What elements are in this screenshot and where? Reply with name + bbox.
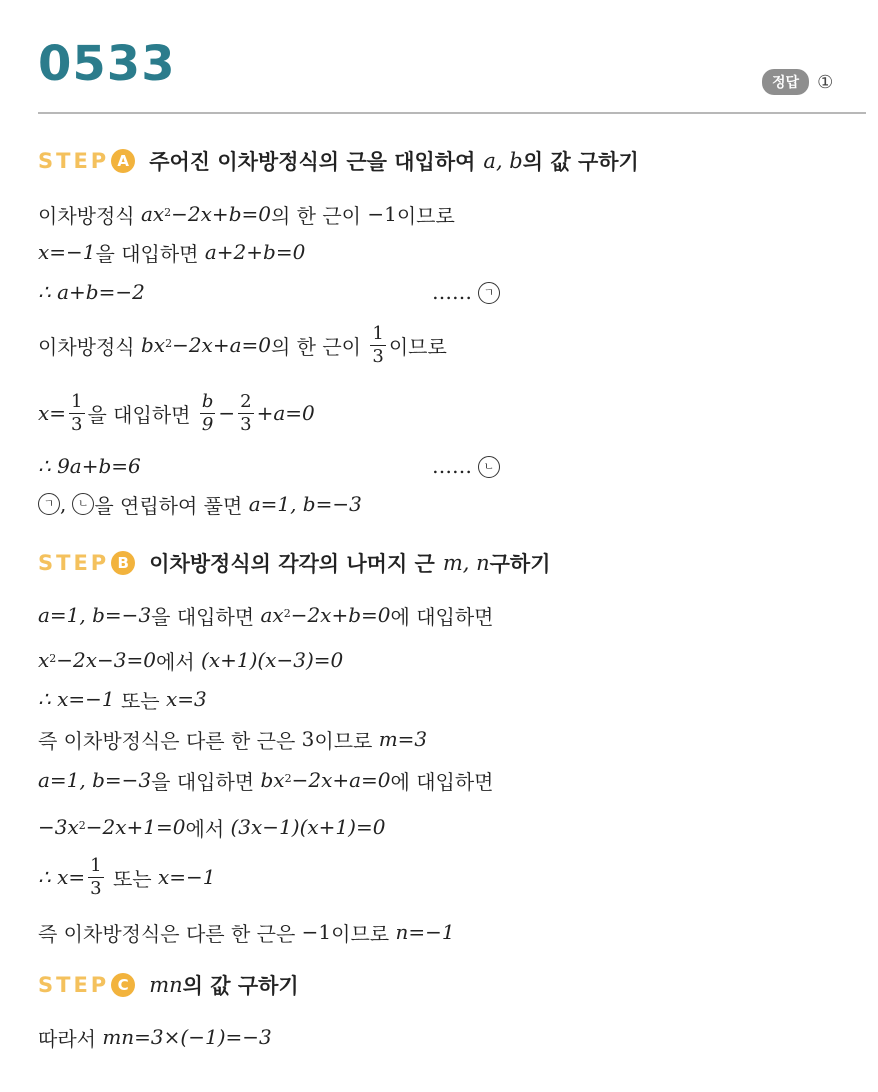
step-title-suffix: 의 값 구하기 (182, 974, 299, 998)
solution-line: x=−1 을 대입하면 a+2+b=0 (38, 240, 306, 266)
fraction: $\frac{2}{3}$ (240, 390, 252, 435)
fraction: $\frac{1}{3}$ (71, 390, 83, 435)
equation-tag: …… ㄴ (432, 454, 500, 479)
step-label: STEP (38, 149, 110, 173)
step-letter-badge: B (111, 551, 135, 575)
step-title: 이차방정식의 각각의 나머지 근 (149, 552, 435, 576)
solution-line: −3x $^2$ −2x+1=0 에서 (3x−1)(x+1)=0 (38, 815, 386, 841)
solution-line: 이차방정식 bx $^2$ −2x+a=0 의 한 근이 $\frac{1}{3}$ 이므로 (38, 322, 447, 367)
circle-label-1: ㄱ (38, 493, 60, 515)
circle-label-2: ㄴ (478, 456, 500, 478)
solution-line: 즉 이차방정식은 다른 한 근은 −1 이므로 n=−1 (38, 920, 455, 946)
step-title-suffix: 의 값 구하기 (522, 150, 639, 174)
step-label: STEP (38, 973, 110, 997)
solution-line: 따라서 mn=3×(−1)=−3 (38, 1025, 272, 1051)
step-title-var: mn (149, 973, 183, 997)
step-title-var: m, n (442, 551, 490, 575)
step-b-header (38, 548, 551, 578)
equation-tag: …… ㄱ (432, 280, 500, 305)
solution-line: ∴ x=−1 또는 x=3 (38, 687, 207, 713)
step-a-header (38, 146, 639, 176)
header-divider (38, 112, 866, 114)
fraction: $\frac{1}{3}$ (372, 322, 384, 367)
step-c-header (38, 970, 299, 1000)
fraction: $\frac{b}{9}$ (201, 390, 214, 435)
step-letter-badge: A (111, 149, 135, 173)
solution-line: ∴ 9a+b=6 …… ㄴ (38, 451, 141, 481)
solution-line: a=1, b=−3 을 대입하면 bx $^2$ −2x+a=0 에 대입하면 (38, 768, 494, 794)
circle-label-1: ㄱ (478, 282, 500, 304)
solution-line: ∴ x= $\frac{1}{3}$ 또는 x=−1 (38, 854, 216, 899)
step-title-var: a, b (483, 149, 523, 173)
solution-line: 즉 이차방정식은 다른 한 근은 3 이므로 m=3 (38, 727, 428, 753)
step-label: STEP (38, 551, 110, 575)
step-title: 주어진 이차방정식의 근을 대입하여 (149, 150, 476, 174)
solution-line: x= $\frac{1}{3}$ 을 대입하면 $\frac{b}{9}$ − $\frac{2}{3}$ +a=0 (38, 390, 315, 435)
step-letter-badge: C (111, 973, 135, 997)
fraction: $\frac{1}{3}$ (90, 854, 102, 899)
solution-line: ㄱ , ㄴ 을 연립하여 풀면 a=1, b=−3 (38, 489, 362, 519)
answer-value: ① (817, 71, 834, 93)
solution-line: ∴ a+b=−2 …… ㄱ (38, 277, 145, 307)
solution-line: a=1, b=−3 을 대입하면 ax $^2$ −2x+b=0 에 대입하면 (38, 603, 494, 629)
step-title-suffix: 구하기 (489, 552, 551, 576)
solution-line: 이차방정식 ax $^2$ −2x+b=0 의 한 근이 −1 이므로 (38, 202, 455, 228)
solution-line: x $^2$ −2x−3=0 에서 (x+1)(x−3)=0 (38, 648, 344, 674)
circle-label-2: ㄴ (72, 493, 94, 515)
problem-number: 0533 (38, 36, 176, 92)
answer-area (762, 69, 833, 95)
answer-label-badge: 정답 (762, 69, 809, 95)
